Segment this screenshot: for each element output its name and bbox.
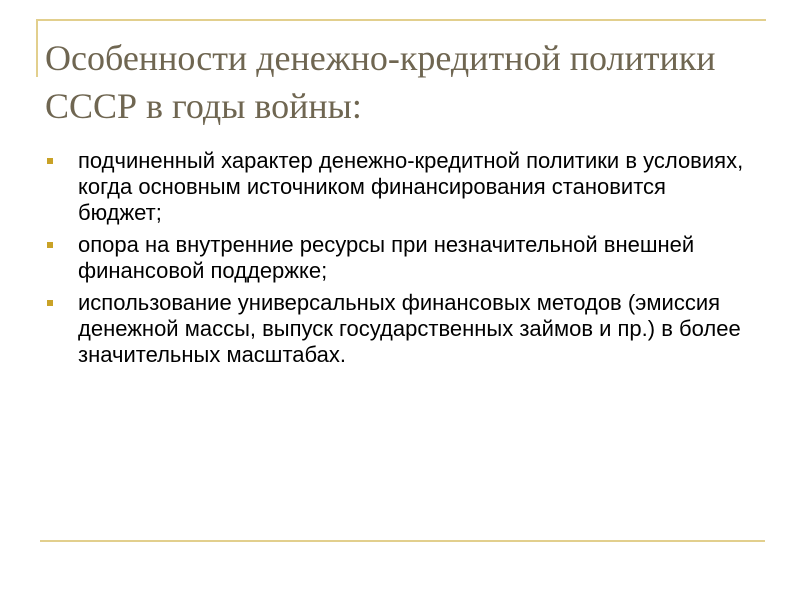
left-rule xyxy=(36,19,38,77)
top-rule xyxy=(36,19,766,21)
square-bullet-icon xyxy=(47,300,53,306)
square-bullet-icon xyxy=(47,158,53,164)
bullet-text: опора на внутренние ресурсы при незначительной внешней финансовой поддержке; xyxy=(78,232,695,283)
bullet-item xyxy=(45,232,755,284)
slide-title: Особенности денежно-кредитной политики СССР в годы войны: xyxy=(45,38,716,126)
bullet-text: подчиненный характер денежно-кредитной политики в условиях, когда основным источником финансирования становится бюджет; xyxy=(78,148,744,225)
bottom-rule xyxy=(40,540,765,542)
square-bullet-icon xyxy=(47,242,53,248)
bullet-list xyxy=(45,148,755,374)
bullet-item xyxy=(45,148,755,226)
bullet-item xyxy=(45,290,755,368)
bullet-text: использование универсальных финансовых методов (эмиссия денежной массы, выпуск государственных займов и пр.) в более значительных масштабах. xyxy=(78,290,741,367)
